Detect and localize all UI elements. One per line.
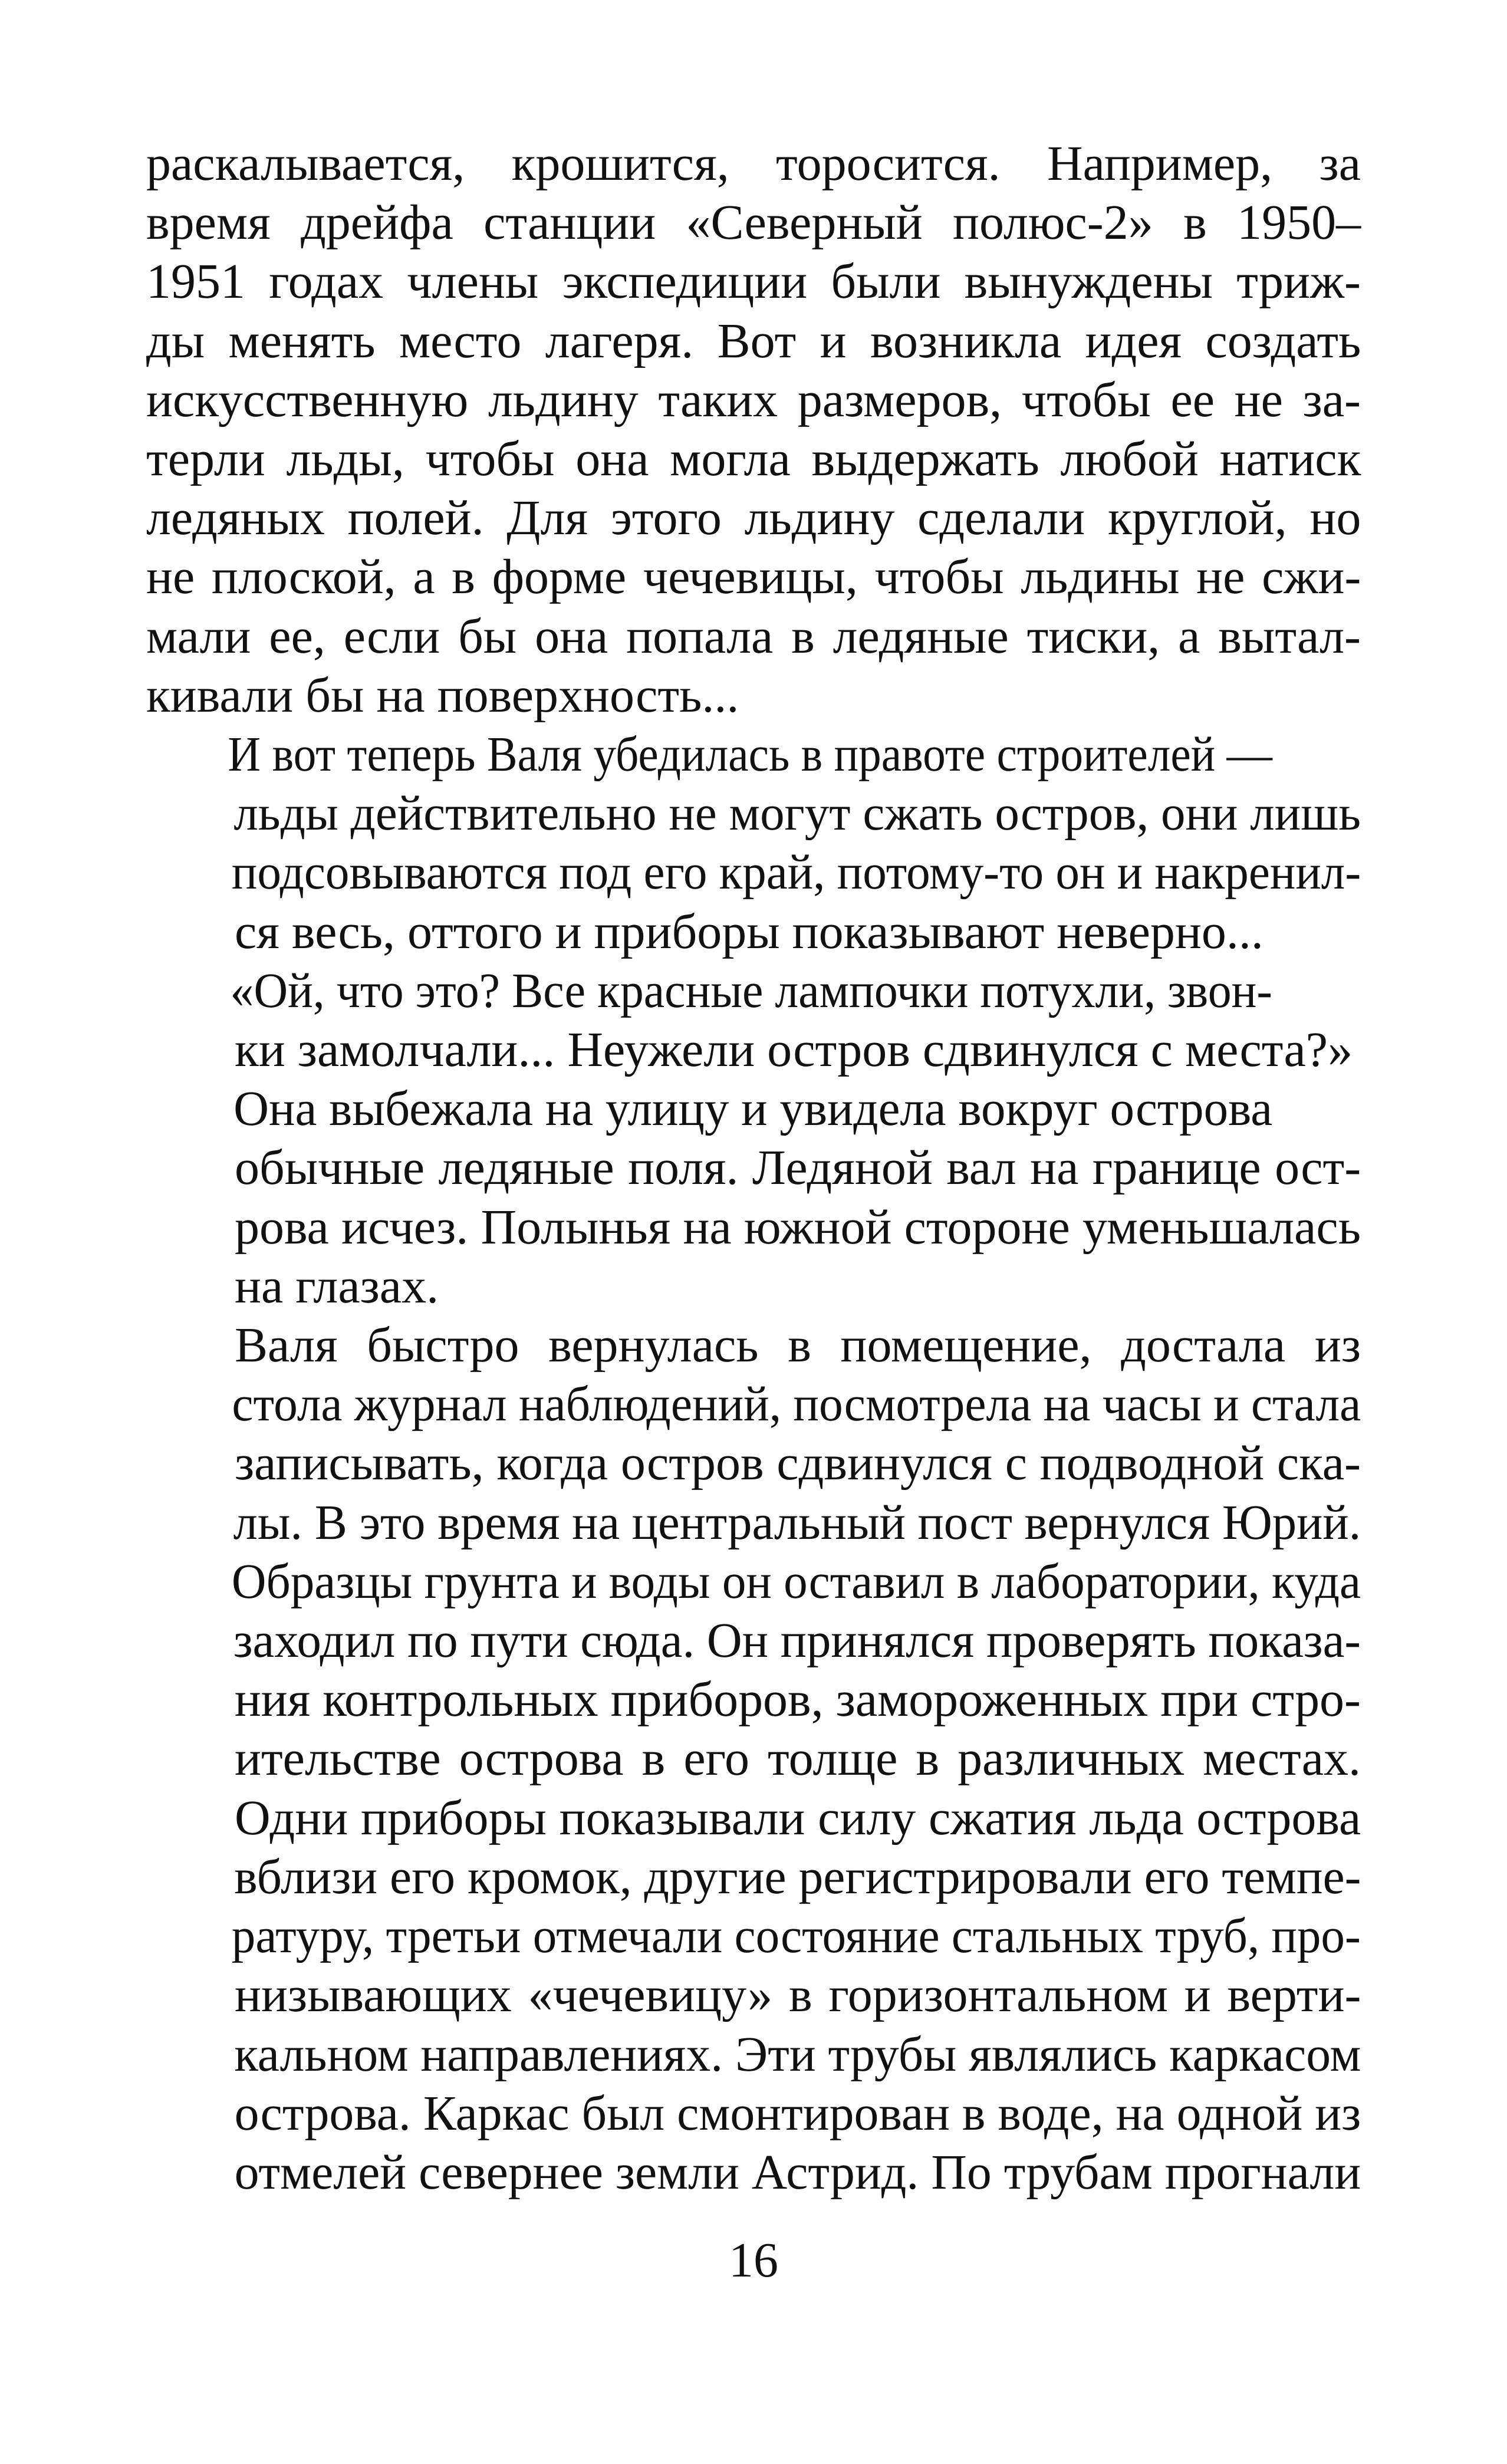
text-line: ледяных полей. Для этого льдину сделали круглой, но	[146, 491, 1361, 546]
text-line: подсовываются под его край, потому-то он и накренил-	[231, 845, 1361, 900]
text-line: ратуру, третьи отмечали состояние стальных труб, про-	[231, 1909, 1361, 1964]
text-line: терли льды, чтобы она могла выдержать любой натиск	[146, 432, 1361, 487]
text-line: «Ой, что это? Все красные лампочки потухли, звон-	[230, 963, 1272, 1018]
text-line: 1951 годах члены экспедиции были вынуждены триж-	[146, 254, 1361, 310]
text-line: острова. Каркас был смонтирован в воде, на одной из	[234, 2085, 1361, 2141]
page-number: 16	[729, 2233, 778, 2288]
text-line: льды действительно не могут сжать остров, они лишь	[233, 786, 1361, 841]
text-line: искусственную льдину таких размеров, чтобы ее не за-	[146, 372, 1361, 427]
paragraph	[146, 725, 1361, 962]
text-line: стола журнал наблюдений, посмотрела на часы и стала	[232, 1377, 1361, 1432]
text-line: ся весь, оттого и приборы показывают неверно...	[235, 904, 1263, 959]
text-line: Образцы грунта и воды он оставил в лаборатории, куда	[231, 1554, 1361, 1609]
paragraph	[146, 134, 1361, 725]
text-line: ды менять место лагеря. Вот и возникла идея создать	[146, 313, 1361, 369]
text-line: низывающих «чечевицу» в горизонтальном и верти-	[235, 1968, 1361, 2023]
text-line: заходил по пути сюда. Он принялся проверять показа-	[233, 1613, 1361, 1669]
text-line: ительстве острова в его толще в различных местах.	[235, 1731, 1361, 1787]
text-line: обычные ледяные поля. Ледяной вал на границе ост-	[235, 1140, 1361, 1196]
text-line: не плоской, а в форме чечевицы, чтобы льдины не сжи-	[146, 550, 1361, 605]
text-line: Одни приборы показывали силу сжатия льда острова	[235, 1790, 1361, 1845]
text-line: кивали бы на поверхность...	[146, 667, 739, 723]
body-text	[146, 134, 1361, 2202]
text-line: отмелей севернее земли Астрид. По трубам прогнали	[234, 2144, 1361, 2200]
text-line: мали ее, если бы она попала в ледяные тиски, а вытал-	[146, 608, 1361, 664]
text-line: время дрейфа станции «Северный полюс-2» в 1950–	[146, 195, 1361, 251]
text-line: Валя быстро вернулась в помещение, достала из	[235, 1318, 1361, 1373]
text-line: рова исчез. Полынья на южной стороне уменьшалась	[235, 1199, 1361, 1255]
text-line: Она выбежала на улицу и увидела вокруг острова	[233, 1081, 1273, 1137]
text-line: лы. В это время на центральный пост вернулся Юрий.	[233, 1495, 1361, 1550]
text-line: записывать, когда остров сдвинулся с подводной ска-	[235, 1436, 1361, 1491]
paragraph	[146, 962, 1361, 1080]
paragraph	[146, 1316, 1361, 2202]
text-line: кальном направлениях. Эти трубы являлись каркасом	[234, 2027, 1361, 2082]
text-line: ки замолчали... Неужели остров сдвинулся с места?»	[235, 1022, 1353, 1078]
text-line: ния контрольных приборов, замороженных при стро-	[234, 1672, 1361, 1728]
text-line: И вот теперь Валя убедилась в правоте строителей —	[228, 727, 1272, 782]
text-line: раскалывается, крошится, торосится. Например, за	[146, 136, 1361, 191]
text-line: на глазах.	[235, 1258, 439, 1314]
text-line: вблизи его кромок, другие регистрировали его темпе-	[234, 1849, 1361, 1904]
paragraph	[146, 1080, 1361, 1316]
